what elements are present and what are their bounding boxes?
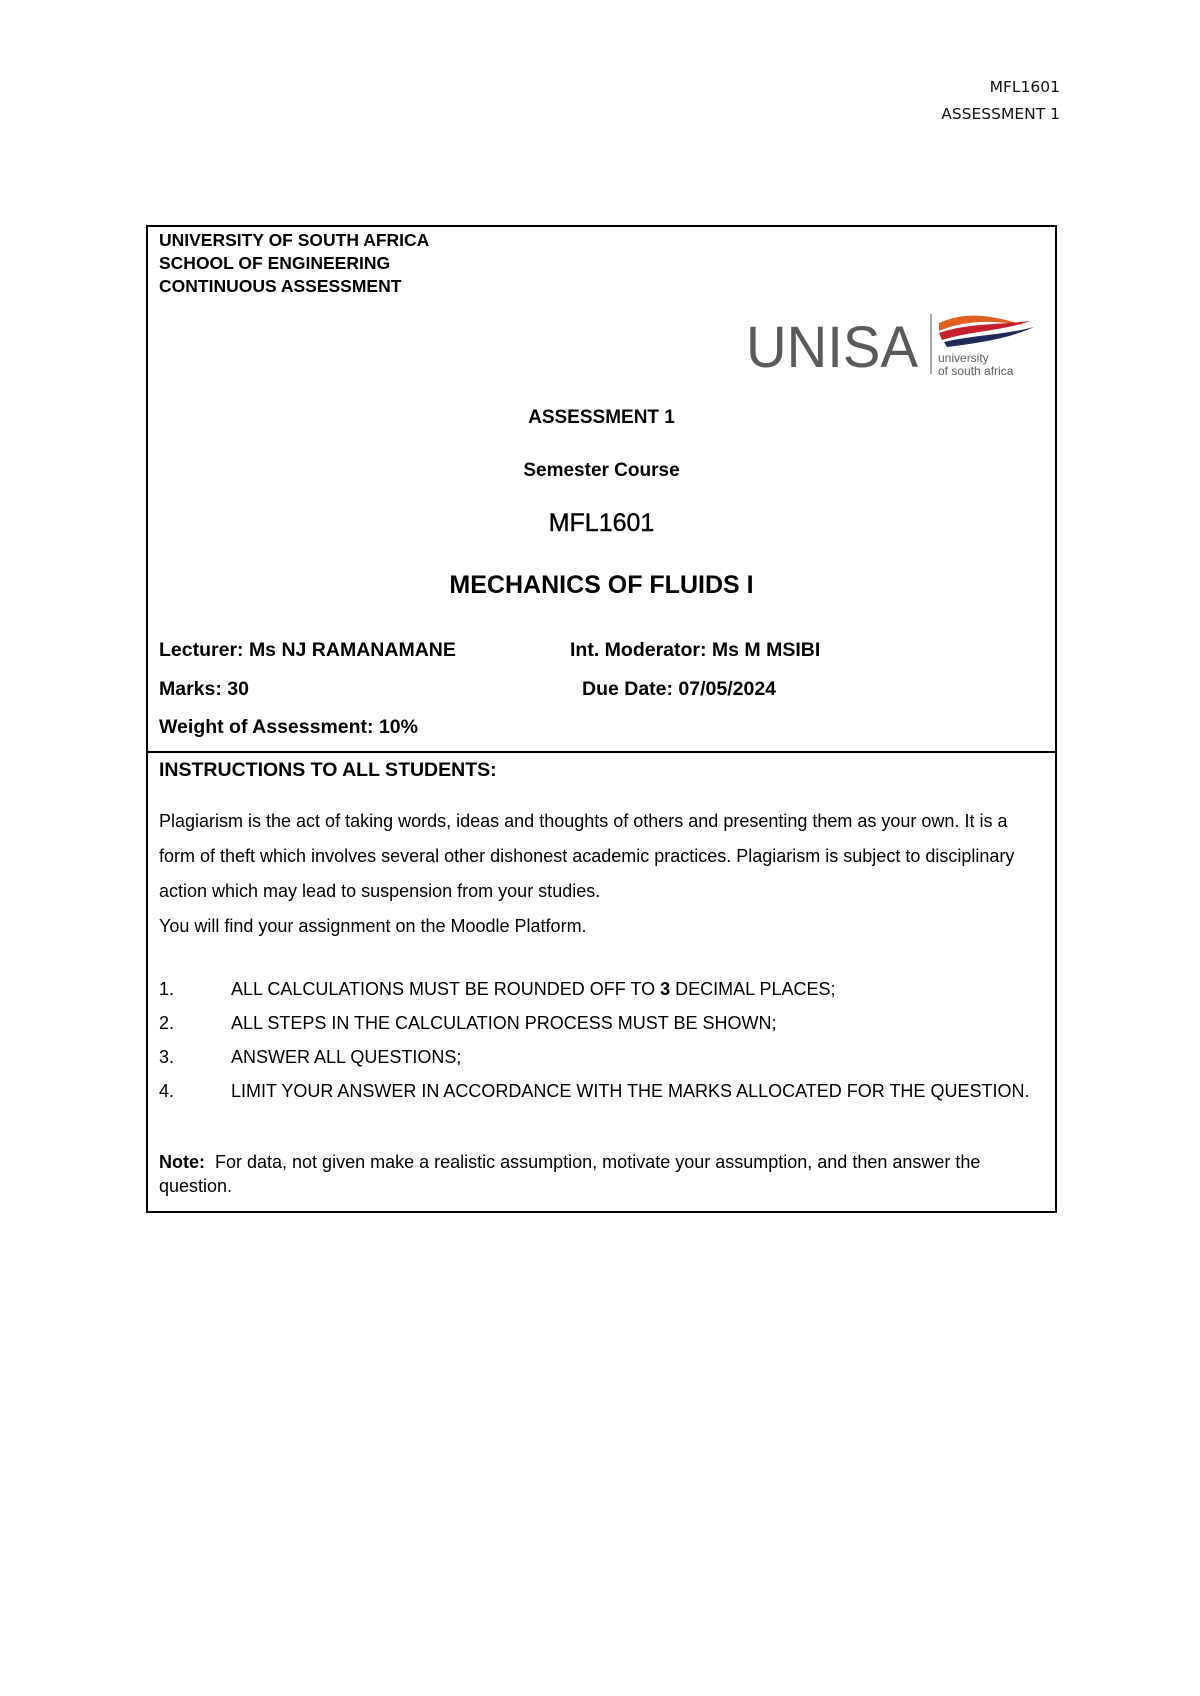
list-item-text: [231, 972, 1039, 1006]
university-name: UNIVERSITY OF SOUTH AFRICA: [159, 230, 430, 250]
logo-tagline-1: university: [938, 351, 989, 365]
note-label: Note:: [159, 1152, 205, 1172]
assessment-type: CONTINUOUS ASSESSMENT: [159, 276, 402, 296]
plagiarism-paragraph: [159, 804, 1039, 944]
list-item-text-part: ALL CALCULATIONS MUST BE ROUNDED OFF TO: [231, 979, 661, 999]
list-item: [159, 1040, 1039, 1074]
list-item-number: 1.: [159, 979, 175, 999]
instruction-list: [159, 972, 1039, 1108]
list-item-text: ANSWER ALL QUESTIONS;: [231, 1047, 462, 1067]
moderator-line: Int. Moderator: Ms M MSIBI: [570, 639, 821, 661]
plagiarism-text: Plagiarism is the act of taking words, ideas and thoughts of others and presenting them as your own. It is a form of theft which involves several other dishonest academic practices. Plagiarism is subject to disciplinary action which may lead to suspension from your studies.: [159, 811, 1015, 901]
instructions-title: INSTRUCTIONS TO ALL STUDENTS:: [159, 759, 497, 781]
page-header: [941, 74, 1060, 128]
list-item-number: 4.: [159, 1081, 175, 1101]
list-item-text-part: DECIMAL PLACES;: [670, 979, 836, 999]
course-type: Semester Course: [523, 460, 680, 481]
logo-wordmark: UNISA: [746, 315, 919, 380]
list-item-number: 3.: [159, 1047, 175, 1067]
list-item: [159, 1006, 1039, 1040]
list-item: [159, 972, 1039, 1006]
list-item: [159, 1074, 1039, 1108]
module-code: MFL1601: [548, 509, 655, 537]
list-item-text: LIMIT YOUR ANSWER IN ACCORDANCE WITH THE MARKS ALLOCATED FOR THE QUESTION.: [231, 1081, 1030, 1101]
marks-line: Marks: 30: [159, 678, 249, 700]
note-text: For data, not given make a realistic assumption, motivate your assumption, and then answer the question.: [159, 1152, 981, 1196]
cover-details-section: [148, 227, 1055, 753]
cover-box: [146, 225, 1057, 1213]
header-module-code: MFL1601: [989, 78, 1060, 96]
institution-heading: [159, 229, 429, 298]
header-assessment: ASSESSMENT 1: [941, 105, 1060, 123]
assessment-title: ASSESSMENT 1: [528, 407, 675, 428]
school-name: SCHOOL OF ENGINEERING: [159, 253, 391, 273]
lecturer-line: Lecturer: Ms NJ RAMANAMANE: [159, 639, 456, 661]
list-item-number: 2.: [159, 1013, 175, 1033]
note: [159, 1150, 1039, 1198]
module-name: MECHANICS OF FLUIDS I: [449, 571, 754, 599]
unisa-logo: [746, 309, 1046, 384]
list-item-text-bold: 3: [660, 979, 671, 999]
due-date-line: Due Date: 07/05/2024: [582, 678, 777, 700]
logo-tagline-2: of south africa: [938, 364, 1014, 378]
weight-line: Weight of Assessment: 10%: [159, 716, 418, 738]
moodle-text: You will find your assignment on the Moodle Platform.: [159, 916, 587, 936]
list-item-text: ALL STEPS IN THE CALCULATION PROCESS MUST BE SHOWN;: [231, 1013, 777, 1033]
